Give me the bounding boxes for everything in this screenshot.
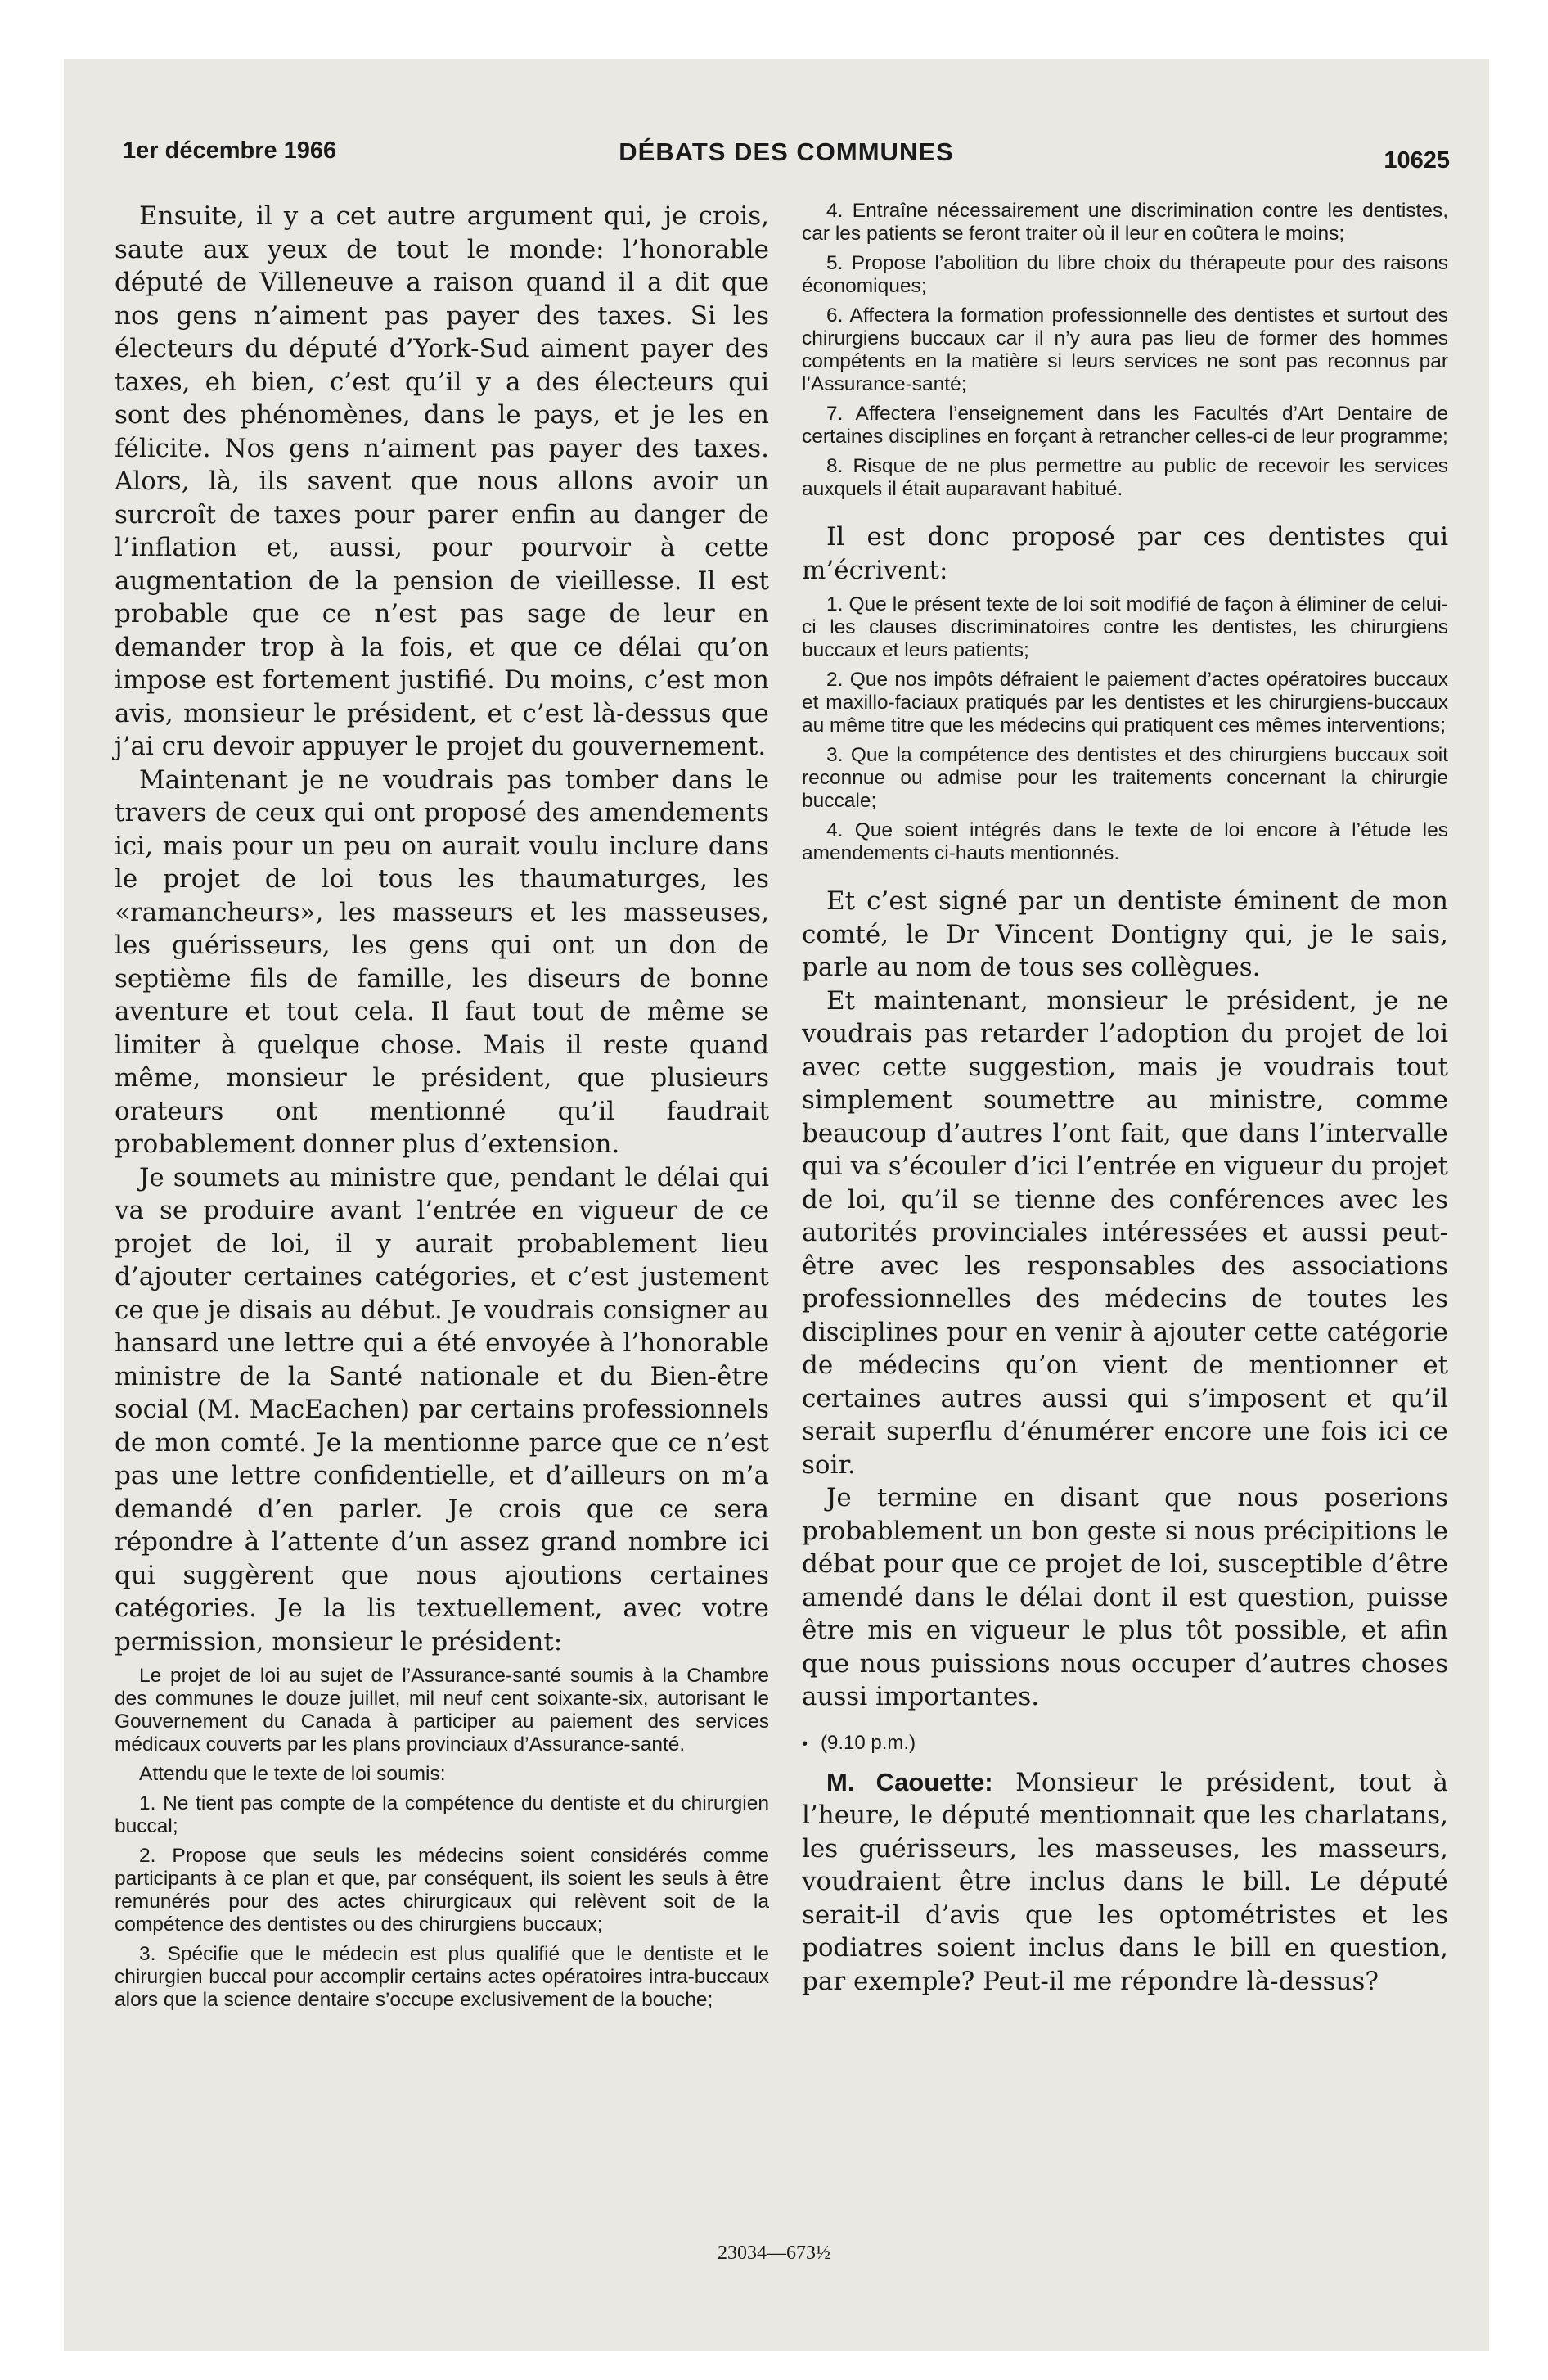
left-column — [115, 200, 769, 2012]
right-column — [802, 200, 1448, 1998]
quoted-item: 2. Propose que seuls les médecins soient considérés comme participants à ce plan et que, par conséquent, ils soient les seuls à être remunérés pour des actes chirurgicaux qui relèvent soit de la compétence des dentistes ou des chirurgiens buccaux; — [115, 1845, 769, 1936]
quoted-item: 7. Affectera l’enseignement dans les Facultés d’Art Dentaire de certaines disciplines en forçant à retrancher celles-ci de leur programme; — [802, 403, 1448, 448]
paragraph: Je termine en disant que nous poserions probablement un bon geste si nous précipitions le débat pour que ce projet de loi, susceptible d’être amendé dans le délai dont il est question, puisse être mis en vigueur le plus tôt possible, et afin que nous puissions nous occuper d’autres choses aussi importantes. — [802, 1483, 1448, 1711]
quoted-item: 3. Que la compétence des dentistes et des chirurgiens buccaux soit reconnue ou admise pour les traitements concernant la chirurgie buccale; — [802, 744, 1448, 812]
quoted-item: 3. Spécifie que le médecin est plus qualifié que le dentiste et le chirurgien buccal pour accomplir certains actes opératoires intra-buccaux alors que la science dentaire s’occupe exclusivement de la bouche; — [115, 1943, 769, 2011]
quoted-item: 1. Que le présent texte de loi soit modifié de façon à éliminer de celui-ci les clauses discriminatoires contre les dentistes, les chirurgiens buccaux et leurs patients; — [802, 593, 1448, 661]
quoted-item: 8. Risque de ne plus permettre au public de recevoir les services auxquels il était auparavant habitué. — [802, 455, 1448, 500]
paragraph: Ensuite, il y a cet autre argument qui, je crois, saute aux yeux de tout le monde: l’honorable député de Villeneuve a raison quand il a dit que nos gens n’aiment pas payer des taxes. Si les électeurs du député d’York-Sud aiment payer des taxes, eh bien, c’est qu’il y a des électeurs qui sont des phénomènes, dans le pays, et je les en félicite. Nos gens n’aiment pas payer des taxes. Alors, là, ils savent que nous allons avoir un surcroît de taxes pour parer enfin au danger de l’inflation et, aussi, pour pourvoir à cette augmentation de la pension de vieillesse. Il est probable que ce n’est pas sage de leur en demander trop à la fois, et que ce délai qu’on impose est fortement justifié. Du moins, c’est mon avis, monsieur le président, et c’est là-dessus que j’ai cru devoir appuyer le projet du gouvernement. — [115, 201, 769, 761]
page-number: 10625 — [1384, 147, 1450, 174]
header-title: DÉBATS DES COMMUNES — [619, 137, 954, 166]
time-stamp: (9.10 p.m.) — [821, 1731, 916, 1754]
quoted-item: 6. Affectera la formation professionnelle des dentistes et surtout des chirurgiens buccaux car il n’y aura pas lieu de former des hommes compétents en la matière si leurs services ne sont pas reconnus par l’Assurance-santé; — [802, 304, 1448, 395]
page-header — [123, 137, 1450, 187]
print-code: 23034—673½ — [718, 2243, 830, 2264]
speech-text: Monsieur le président, tout à l’heure, le député mentionnait que les charlatans, les guérisseurs, les masseuses, les masseurs, voudraient être inclus dans le bill. Le député serait-il d’avis que les optométristes et les podiatres soient inclus dans le bill en question, par exemple? Peut-il me répondre là-dessus? — [802, 1767, 1449, 1996]
quoted-item: 5. Propose l’abolition du libre choix du thérapeute pour des raisons économiques; — [802, 252, 1448, 297]
speech-paragraph — [802, 1766, 1448, 1999]
paragraph: Il est donc proposé par ces dentistes qui m’écrivent: — [802, 522, 1448, 585]
quoted-item: 1. Ne tient pas compte de la compétence du dentiste et du chirurgien buccal; — [115, 1792, 769, 1837]
quoted-text: Attendu que le texte de loi soumis: — [139, 1763, 446, 1785]
quoted-item: 2. Que nos impôts défraient le paiement d’actes opératoires buccaux et maxillo-faciaux pratiqués par les dentistes et les chirurgiens-buccaux au même titre que les médecins qui pratiquent ces mêmes interventions; — [802, 669, 1448, 737]
paragraph: Je soumets au ministre que, pendant le délai qui va se produire avant l’entrée en vigueur de ce projet de loi, il y aurait probablement lieu d’ajouter certaines catégories, et c’est justement ce que je disais au début. Je voudrais consigner au hansard une lettre qui a été envoyée à l’honorable ministre de la Santé nationale et du Bien-être social (M. MacEachen) par certains professionnels de mon comté. Je la mentionne parce que ce n’est pas une lettre confidentielle, et d’ailleurs on m’a demandé d’en parler. Je crois que ce sera répondre à l’attente d’un assez grand nombre ici qui suggèrent que nous ajoutions certaines catégories. Je la lis textuellement, avec votre permission, monsieur le président: — [115, 1162, 769, 1657]
quoted-item: 4. Entraîne nécessairement une discrimination contre les dentistes, car les patients se feront traiter où il leur en coûtera le moins; — [802, 200, 1448, 245]
quoted-item: 4. Que soient intégrés dans le texte de loi encore à l’étude les amendements ci-hauts mentionnés. — [802, 819, 1448, 864]
speaker-name: M. Caouette: — [826, 1767, 993, 1796]
bullet-icon: • — [802, 1734, 808, 1753]
paragraph: Maintenant je ne voudrais pas tomber dans le travers de ceux qui ont proposé des amendements ici, mais pour un peu on aurait voulu inclure dans le projet de loi tous les thaumaturges, les «ramancheurs», les masseurs et les masseuses, les guérisseurs, les gens qui ont un don de septième fils de famille, les diseurs de bonne aventure et tout cela. Il faut tout de même se limiter à quelque chose. Mais il reste quand même, monsieur le président, que plusieurs orateurs ont mentionné qu’il faudrait probablement donner plus d’extension. — [115, 764, 769, 1159]
paragraph: Et c’est signé par un dentiste éminent de mon comté, le Dr Vincent Dontigny qui, je le sais, parle au nom de tous ses collègues. — [802, 886, 1448, 982]
quoted-text: Le projet de loi au sujet de l’Assurance-santé soumis à la Chambre des communes le douze juillet, mil neuf cent soixante-six, autorisant le Gouvernement du Canada à participer au paiement des services médicaux couverts par les plans provinciaux d’Assurance-santé. — [115, 1665, 769, 1756]
header-date: 1er décembre 1966 — [123, 137, 337, 164]
paragraph: Et maintenant, monsieur le président, je ne voudrais pas retarder l’adoption du projet de loi avec cette suggestion, mais je voudrais tout simplement soumettre au ministre, comme beaucoup d’autres l’ont fait, que dans l’intervalle qui va s’écouler d’ici l’entrée en vigueur du projet de loi, qu’il se tienne des conférences avec les autorités provinciales intéressées et aussi peut-être avec les responsables des associations professionnelles des médecins de toutes les disciplines pour en venir à ajouter cette catégorie de médecins qu’on vient de mentionner et certaines autres aussi qui s’imposent et qu’il serait superflu d’énumérer encore une fois ici ce soir. — [802, 985, 1448, 1480]
time-marker — [802, 1732, 1448, 1755]
